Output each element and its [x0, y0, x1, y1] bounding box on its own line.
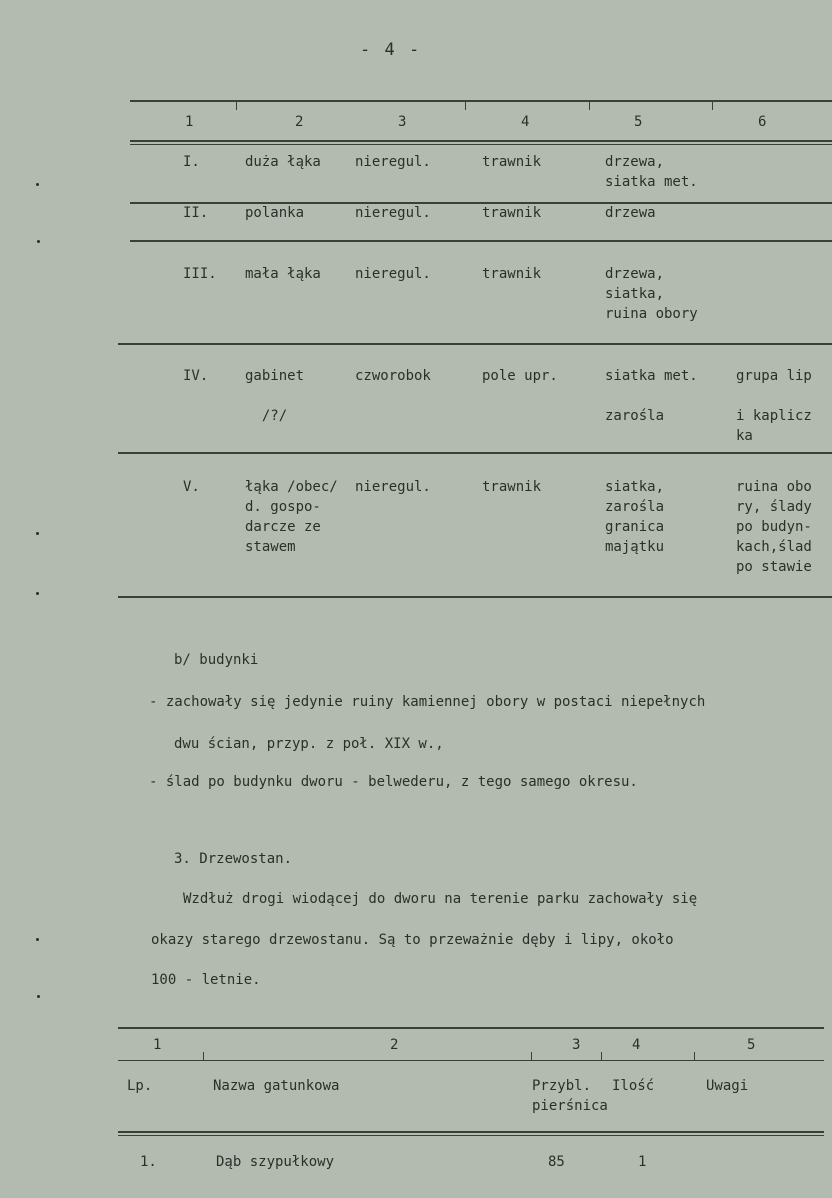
area-shape: czworobok — [355, 368, 431, 384]
table-rule — [118, 452, 832, 454]
col-number: 5 — [747, 1037, 756, 1053]
margin-mark — [36, 183, 39, 186]
col-number: 1 — [185, 114, 194, 130]
paragraph-line: dwu ścian, przyp. z poł. XIX w., — [174, 736, 444, 752]
section-heading: 3. Drzewostan. — [174, 851, 293, 867]
paragraph-line: 100 - letnie. — [151, 972, 261, 988]
table-rule — [118, 1135, 824, 1136]
margin-mark — [36, 938, 39, 941]
area-name: duża łąka — [245, 154, 321, 170]
col-number: 4 — [632, 1037, 641, 1053]
column-tick — [236, 100, 237, 110]
area-shape: nieregul. — [355, 154, 431, 170]
table-rule — [130, 144, 832, 145]
column-tick — [465, 100, 466, 110]
table-rule — [118, 1131, 824, 1133]
col-number: 6 — [758, 114, 767, 130]
table-rule — [118, 596, 832, 598]
area-boundary: siatka, zarośla granica majątku — [605, 479, 665, 555]
table-rule — [118, 343, 832, 345]
table-rule — [118, 1060, 824, 1061]
row-number: V. — [183, 479, 200, 495]
row-number: III. — [183, 266, 217, 282]
col-number: 2 — [390, 1037, 399, 1053]
margin-mark — [37, 995, 40, 998]
area-use: trawnik — [482, 154, 542, 170]
margin-mark — [36, 592, 39, 595]
area-boundary: siatka met. zarośla — [605, 368, 698, 424]
column-tick — [589, 100, 590, 110]
page-number: - 4 - — [360, 40, 422, 60]
table-rule — [130, 202, 832, 204]
area-boundary: drzewa, siatka met. — [605, 154, 698, 190]
table-rule — [130, 140, 832, 142]
area-name: mała łąka — [245, 266, 321, 282]
header-count: Ilość — [612, 1078, 655, 1094]
area-shape: nieregul. — [355, 479, 431, 495]
row-number: IV. — [183, 368, 209, 384]
col-number: 5 — [634, 114, 643, 130]
area-boundary: drzewa — [605, 205, 656, 221]
area-shape: nieregul. — [355, 266, 431, 282]
header-species-name: Nazwa gatunkowa — [213, 1078, 340, 1094]
area-use: trawnik — [482, 205, 542, 221]
dbh-value: 85 — [548, 1154, 565, 1170]
area-notes: ruina obo ry, ślady po budyn- kach,ślad po stawie — [736, 479, 812, 575]
column-tick — [531, 1052, 532, 1061]
column-tick — [203, 1052, 204, 1061]
row-number: I. — [183, 154, 200, 170]
table-rule — [118, 1027, 824, 1029]
header-lp: Lp. — [127, 1078, 153, 1094]
row-number: 1. — [140, 1154, 157, 1170]
header-notes: Uwagi — [706, 1078, 749, 1094]
area-use: trawnik — [482, 266, 542, 282]
paragraph-line: okazy starego drzewostanu. Są to przeważnie dęby i lipy, około — [151, 932, 674, 948]
margin-mark — [37, 240, 40, 243]
margin-mark — [36, 532, 39, 535]
area-boundary: drzewa, siatka, ruina obory — [605, 266, 698, 322]
paragraph-line: Wzdłuż drogi wiodącej do dworu na terenie parku zachowały się — [183, 891, 698, 907]
species-name: Dąb szypułkowy — [216, 1154, 335, 1170]
paragraph-line: - zachowały się jedynie ruiny kamiennej obory w postaci niepełnych — [149, 694, 706, 710]
area-notes: grupa lip i kaplicz ka — [736, 368, 812, 444]
area-name: gabinet /?/ — [245, 368, 305, 424]
col-number: 3 — [398, 114, 407, 130]
area-name: łąka /obec/ d. gospo- darcze ze stawem — [245, 479, 338, 555]
table-rule — [130, 240, 832, 242]
col-number: 1 — [153, 1037, 162, 1053]
column-tick — [712, 100, 713, 110]
col-number: 3 — [572, 1037, 581, 1053]
count-value: 1 — [638, 1154, 647, 1170]
paragraph-line: - ślad po budynku dworu - belwederu, z tego samego okresu. — [149, 774, 638, 790]
column-tick — [694, 1052, 695, 1061]
area-use: pole upr. — [482, 368, 558, 384]
column-tick — [601, 1052, 602, 1061]
area-name: polanka — [245, 205, 305, 221]
col-number: 2 — [295, 114, 304, 130]
col-number: 4 — [521, 114, 530, 130]
section-heading: b/ budynki — [174, 652, 259, 668]
header-dbh: Przybl. pierśnica — [532, 1078, 608, 1114]
row-number: II. — [183, 205, 209, 221]
area-use: trawnik — [482, 479, 542, 495]
area-shape: nieregul. — [355, 205, 431, 221]
